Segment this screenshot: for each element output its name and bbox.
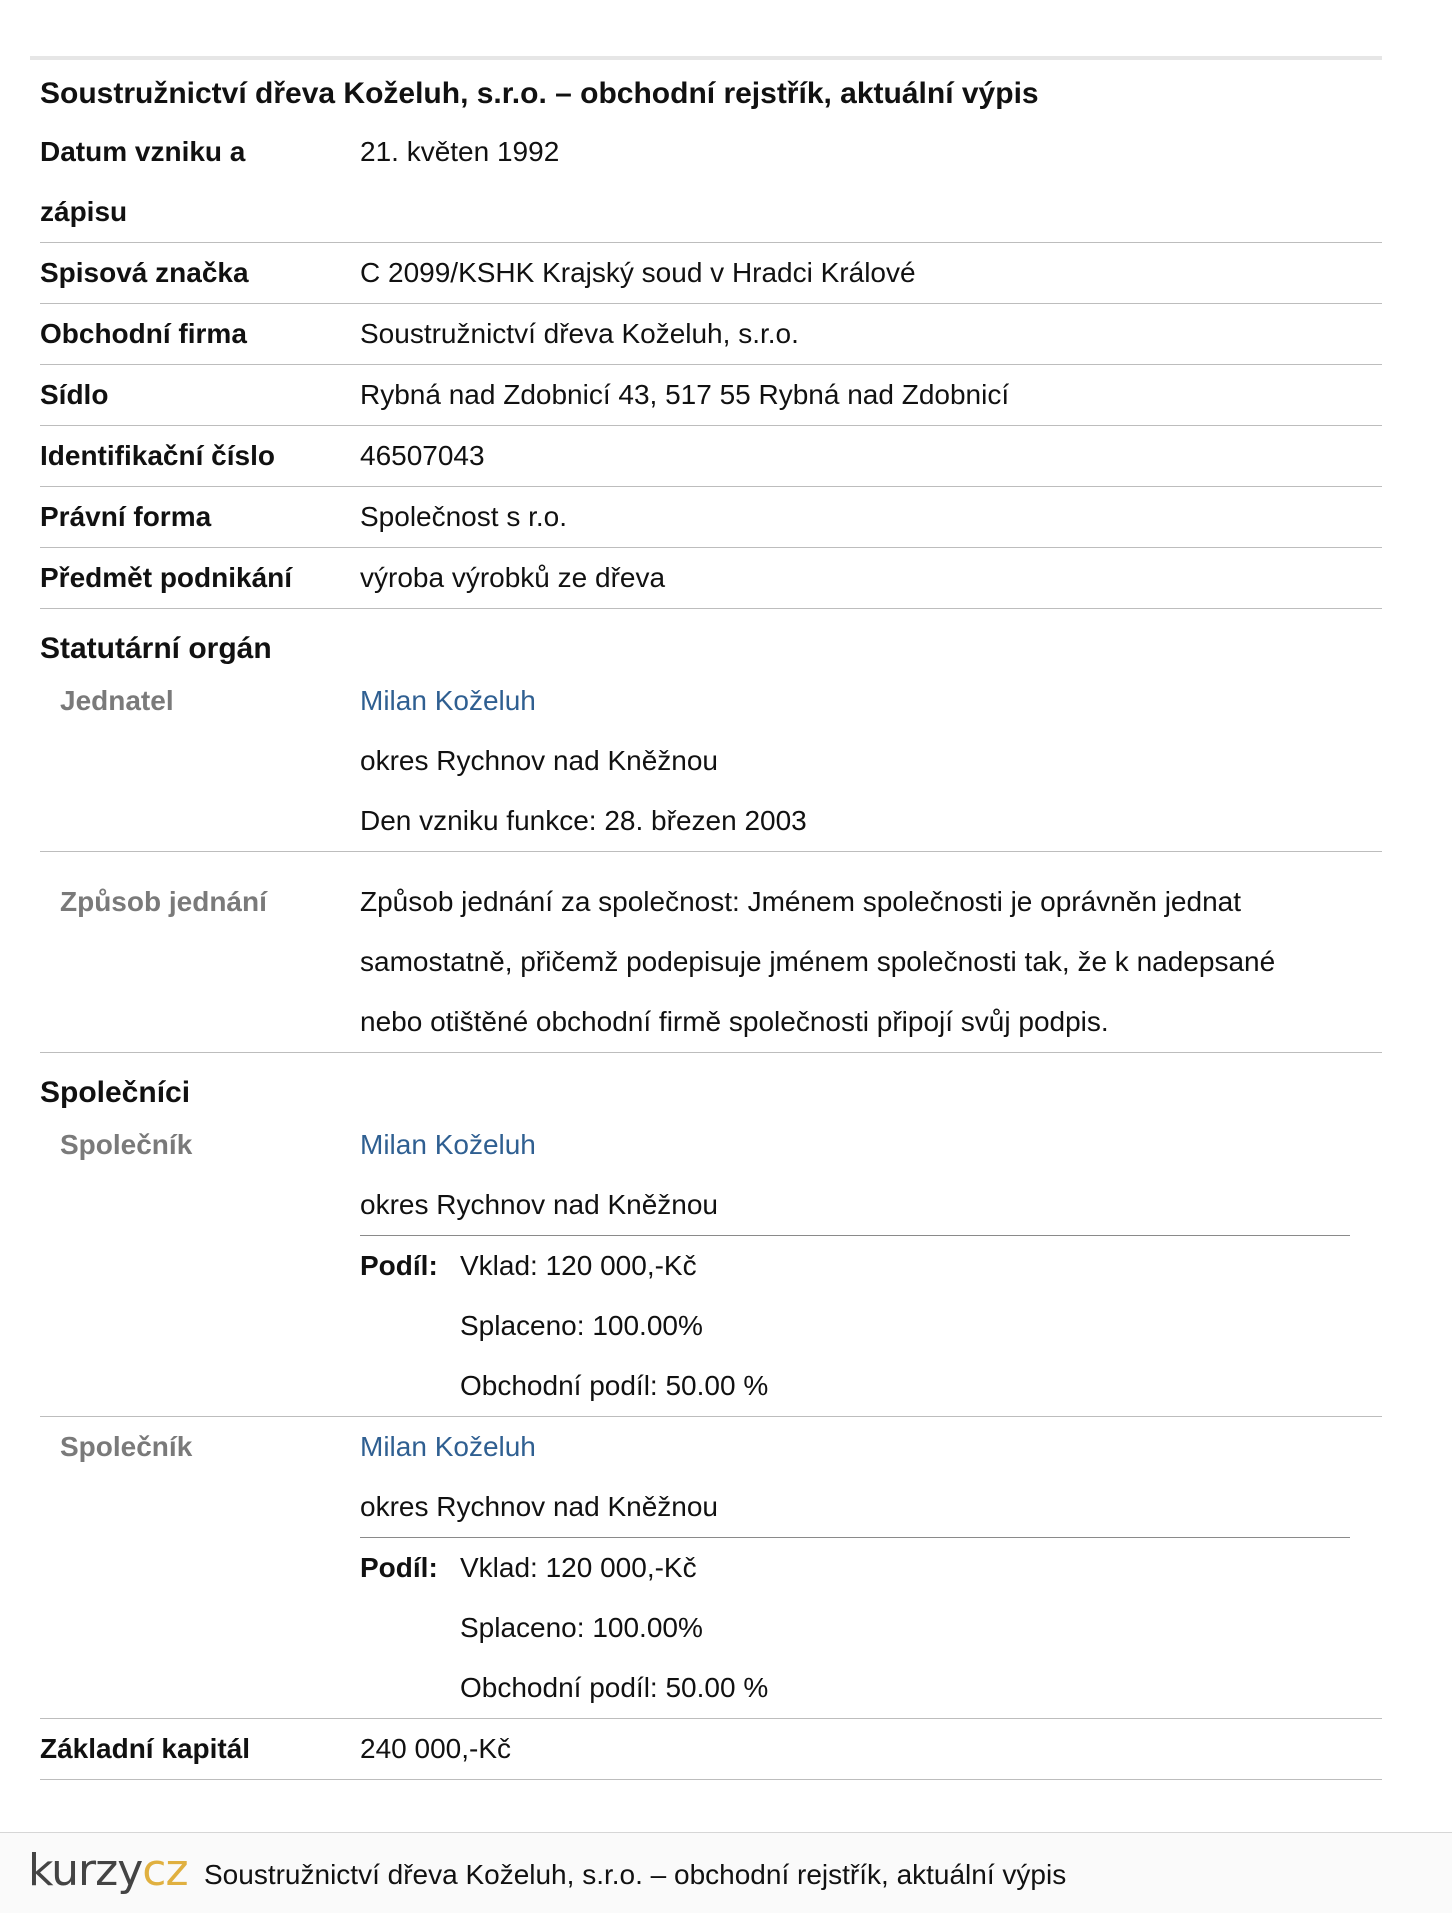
row-value: C 2099/KSHK Krajský soud v Hradci Králové [360,257,916,288]
share-paid: Splaceno: 100.00% [460,1310,703,1341]
logo-text-right: cz [142,1845,188,1896]
row-seat [40,365,1382,426]
manner-text-line: Způsob jednání za společnost: Jménem společnosti je oprávněn jednat [360,886,1241,917]
manner-text-line: nebo otištěné obchodní firmě společnosti připojí svůj podpis. [360,1006,1109,1037]
jednatel-block [40,671,1382,852]
manner-text-line: samostatně, přičemž podepisuje jménem společnosti tak, že k nadepsané [360,946,1276,977]
row-value: 46507043 [360,440,485,471]
partner-block [40,1115,1382,1417]
partners-heading: Společníci [40,1076,191,1109]
row-value: Soustružnictví dřeva Koželuh, s.r.o. [360,318,799,349]
person-link[interactable]: Milan Koželuh [360,685,536,716]
registry-extract [30,56,1382,1780]
share-label: Podíl: [360,1250,438,1281]
function-since: Den vzniku funkce: 28. březen 2003 [360,805,807,836]
person-district: okres Rychnov nad Kněžnou [360,1189,718,1220]
row-value: Společnost s r.o. [360,501,568,532]
row-business-subject [40,548,1382,609]
logo-text-left: kurzy [28,1845,143,1896]
row-value: 240 000,-Kč [360,1733,511,1764]
share-block [360,1235,1350,1416]
row-label: Sídlo [40,379,109,410]
kurzy-logo[interactable] [28,1847,188,1895]
share-label: Podíl: [360,1552,438,1583]
row-label: Identifikační číslo [40,440,275,471]
row-label: Základní kapitál [40,1733,251,1764]
share-block [360,1537,1350,1718]
person-district: okres Rychnov nad Kněžnou [360,745,718,776]
footer-title: Soustružnictví dřeva Koželuh, s.r.o. – obchodní rejstřík, aktuální výpis [204,1859,1067,1890]
share-portion: Obchodní podíl: 50.00 % [460,1672,769,1703]
share-deposit: Vklad: 120 000,-Kč [460,1250,697,1281]
row-founding-date [40,122,1382,243]
person-district: okres Rychnov nad Kněžnou [360,1491,718,1522]
sub-label: Jednatel [60,685,174,716]
sub-label: Společník [60,1129,193,1160]
share-portion: Obchodní podíl: 50.00 % [460,1370,769,1401]
page-title: Soustružnictví dřeva Koželuh, s.r.o. – obchodní rejstřík, aktuální výpis [40,77,1039,110]
row-value: výroba výrobků ze dřeva [360,562,666,593]
statutory-heading: Statutární orgán [40,632,272,665]
share-paid: Splaceno: 100.00% [460,1612,703,1643]
row-legal-form [40,487,1382,548]
row-value: 21. květen 1992 [360,136,560,167]
share-deposit: Vklad: 120 000,-Kč [460,1552,697,1583]
row-capital [40,1719,1382,1780]
row-label: Spisová značka [40,257,249,288]
sub-label: Společník [60,1431,193,1462]
row-value: Rybná nad Zdobnicí 43, 517 55 Rybná nad Zdobnicí [360,379,1010,410]
partner-block [40,1417,1382,1719]
row-file-number [40,243,1382,304]
row-company-name [40,304,1382,365]
manner-block [40,852,1382,1053]
row-id-number [40,426,1382,487]
row-label: Datum vzniku a zápisu [40,136,246,227]
person-link[interactable]: Milan Koželuh [360,1431,536,1462]
sub-label: Způsob jednání [60,886,267,917]
row-label: Obchodní firma [40,318,247,349]
row-label: Předmět podnikání [40,562,293,593]
person-link[interactable]: Milan Koželuh [360,1129,536,1160]
footer-bar [0,1832,1452,1913]
row-label: Právní forma [40,501,212,532]
